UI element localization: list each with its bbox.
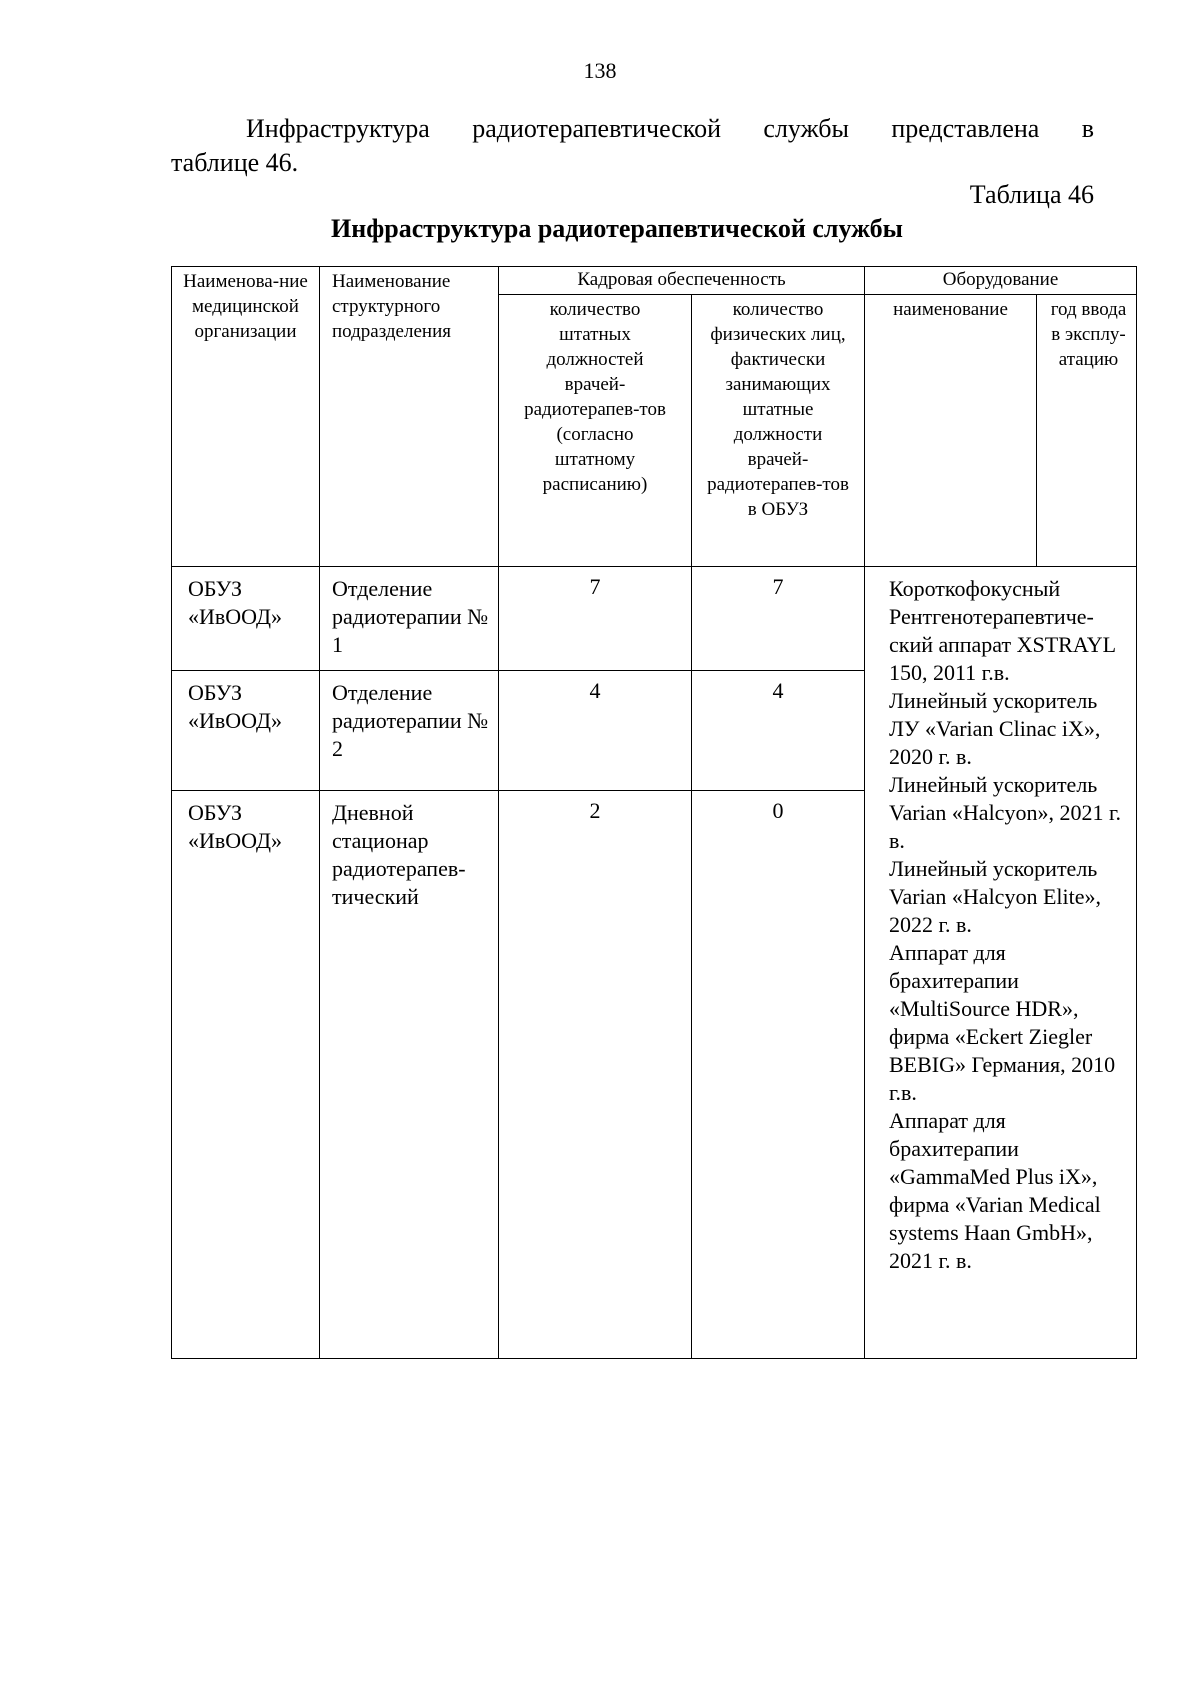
intro-word: представлена [891, 114, 1040, 143]
cell-org: ОБУЗ «ИвООД» [172, 791, 320, 1359]
header-dept: Наименование структурного подразделения [320, 267, 499, 567]
equipment-item: Аппарат для брахитерапии «GammaMed Plus iX», фирма «Varian Medical systems Haan GmbH», 2021 г. в. [889, 1108, 1101, 1273]
header-equipment-name: наименование [865, 295, 1037, 567]
cell-positions: 7 [499, 567, 692, 671]
equipment-item: Линейный ускоритель Varian «Halcyon», 2021 г. в. [889, 772, 1121, 853]
cell-dept: Отделение радиотерапии № 1 [320, 567, 499, 671]
cell-equipment [865, 567, 1137, 1359]
header-equipment-year: год ввода в эксплу-атацию [1037, 295, 1137, 567]
cell-positions: 2 [499, 791, 692, 1359]
cell-org: ОБУЗ «ИвООД» [172, 671, 320, 791]
intro-line-2: таблице 46. [171, 148, 299, 177]
header-org: Наименова-ние медицинской организации [172, 267, 320, 567]
equipment-item: Линейный ускоритель Varian «Halcyon Elite», 2022 г. в. [889, 856, 1101, 937]
cell-persons: 4 [692, 671, 865, 791]
header-equipment-group: Оборудование [865, 267, 1137, 295]
cell-dept: Отделение радиотерапии № 2 [320, 671, 499, 791]
page-number: 138 [583, 58, 617, 83]
header-staff-positions: количество штатных должностей врачей-радиотерапев-тов (согласно штатному расписанию) [499, 295, 692, 567]
header-staffing-group: Кадровая обеспеченность [499, 267, 865, 295]
equipment-item: Короткофокусный Рентгенотерапевтиче-ский аппарат XSTRAYL 150, 2011 г.в. [889, 576, 1116, 685]
table-title: Инфраструктура радиотерапевтической службы [331, 214, 903, 243]
intro-word: в [1081, 114, 1094, 143]
cell-persons: 0 [692, 791, 865, 1359]
cell-persons: 7 [692, 567, 865, 671]
intro-paragraph [171, 112, 1094, 180]
intro-word: службы [763, 114, 849, 143]
table-row [172, 567, 1137, 671]
cell-org: ОБУЗ «ИвООД» [172, 567, 320, 671]
intro-word: Инфраструктура [246, 114, 430, 143]
cell-positions: 4 [499, 671, 692, 791]
intro-word: радиотерапевтической [472, 114, 722, 143]
equipment-item: Линейный ускоритель ЛУ «Varian Clinac iX», 2020 г. в. [889, 688, 1101, 769]
infrastructure-table [171, 266, 1137, 1359]
equipment-item: Аппарат для брахитерапии «MultiSource HDR», фирма «Eckert Ziegler BEBIG» Германия, 2010 г.в. [889, 940, 1116, 1105]
header-staff-persons: количество физических лиц, фактически занимающих штатные должности врачей-радиотерапев-тов в ОБУЗ [692, 295, 865, 567]
intro-line-1 [171, 112, 1094, 146]
cell-dept: Дневной стационар радиотерапев-тический [320, 791, 499, 1359]
table-number-label: Таблица 46 [969, 180, 1094, 209]
